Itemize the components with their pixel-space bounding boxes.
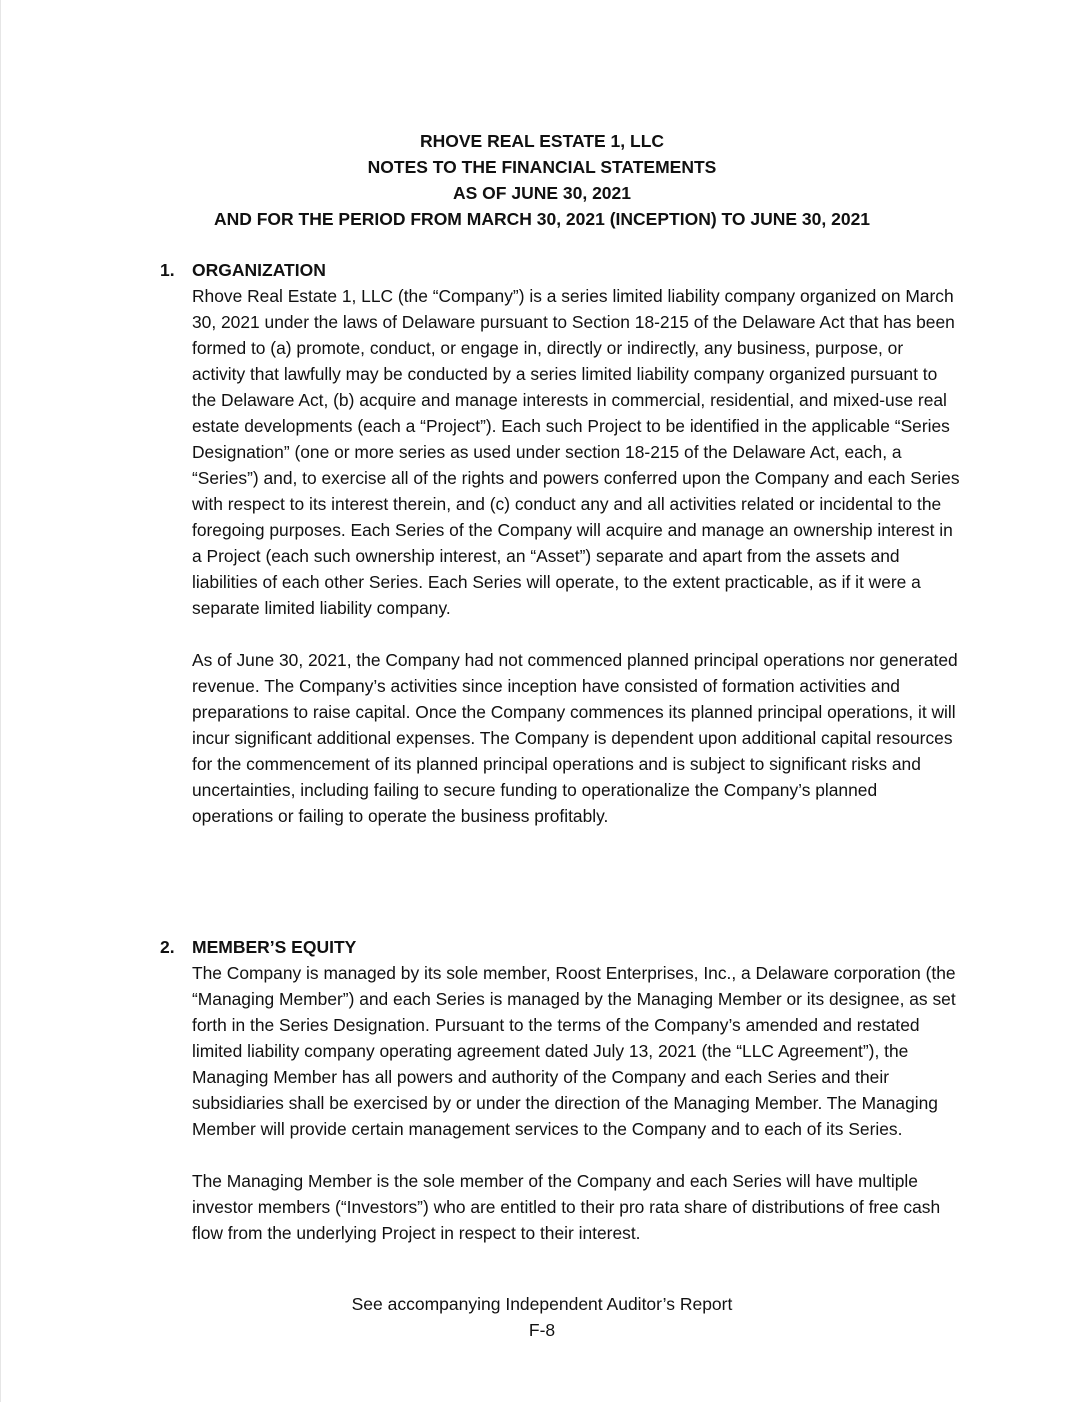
- header-period: AND FOR THE PERIOD FROM MARCH 30, 2021 (INCEPTION) TO JUNE 30, 2021: [213, 209, 871, 229]
- section-title: ORGANIZATION: [192, 260, 326, 280]
- section-organization: [160, 257, 980, 829]
- section-number: 1.: [160, 260, 175, 280]
- header-company-name: RHOVE REAL ESTATE 1, LLC: [419, 131, 665, 151]
- organization-paragraph-1: Rhove Real Estate 1, LLC (the “Company”) is a series limited liability company organized on March 30, 2021 under the laws of Delaware pursuant to Section 18-215 of the Delaware Act that has been formed to (a) promote, conduct, or engage in, directly or indirectly, any business, purpose, or activity that lawfully may be conducted by a series limited liability company organized pursuant to the Delaware Act, (b) acquire and manage interests in commercial, residential, and mixed-use real estate developments (each a “Project”). Each such Project to be identified in the applicable “Series Designation” (one or more series as used under section 18-215 of the Delaware Act, each, a “Series”) and, to exercise all of the rights and powers conferred upon the Company and each Series with respect to its interest therein, and (c) conduct any and all activities related or incidental to the foregoing purposes. Each Series of the Company will acquire and manage an ownership interest in a Project (each such ownership interest, an “Asset”) separate and apart from the assets and liabilities of each other Series. Each Series will operate, to the extent practicable, as if it were a separate limited liability company.: [192, 286, 960, 618]
- members-equity-paragraph-2: The Managing Member is the sole member of the Company and each Series will have multiple investor members (“Investors”) who are entitled to their pro rata share of distributions of free cash flow from the underlying Project in respect to their interest.: [192, 1171, 941, 1243]
- section-members-equity: [160, 934, 980, 1246]
- section-title: MEMBER’S EQUITY: [192, 937, 357, 957]
- auditor-report-note: See accompanying Independent Auditor’s Report: [351, 1294, 733, 1314]
- page-number: F-8: [528, 1320, 556, 1340]
- document-header: [1, 128, 1082, 232]
- section-heading: [160, 257, 980, 283]
- page-footer: [1, 1291, 1082, 1343]
- section-heading: [160, 934, 980, 960]
- header-as-of-date: AS OF JUNE 30, 2021: [453, 183, 631, 203]
- header-document-title: NOTES TO THE FINANCIAL STATEMENTS: [367, 157, 717, 177]
- organization-paragraph-2: As of June 30, 2021, the Company had not commenced planned principal operations nor generated revenue. The Company’s activities since inception have consisted of formation activities and preparations to raise capital. Once the Company commences its planned principal operations, it will incur significant additional expenses. The Company is dependent upon additional capital resources for the commencement of its planned principal operations and is subject to significant risks and uncertainties, including failing to secure funding to operationalize the Company’s planned operations or failing to operate the business profitably.: [192, 650, 958, 826]
- members-equity-paragraph-1: The Company is managed by its sole member, Roost Enterprises, Inc., a Delaware corporation (the “Managing Member”) and each Series is managed by the Managing Member or its designee, as set forth in the Series Designation. Pursuant to the terms of the Company’s amended and restated limited liability company operating agreement dated July 13, 2021 (the “LLC Agreement”), the Managing Member has all powers and authority of the Company and each Series and their subsidiaries shall be exercised by or under the direction of the Managing Member. The Managing Member will provide certain management services to the Company and to each of its Series.: [192, 963, 956, 1139]
- section-number: 2.: [160, 937, 175, 957]
